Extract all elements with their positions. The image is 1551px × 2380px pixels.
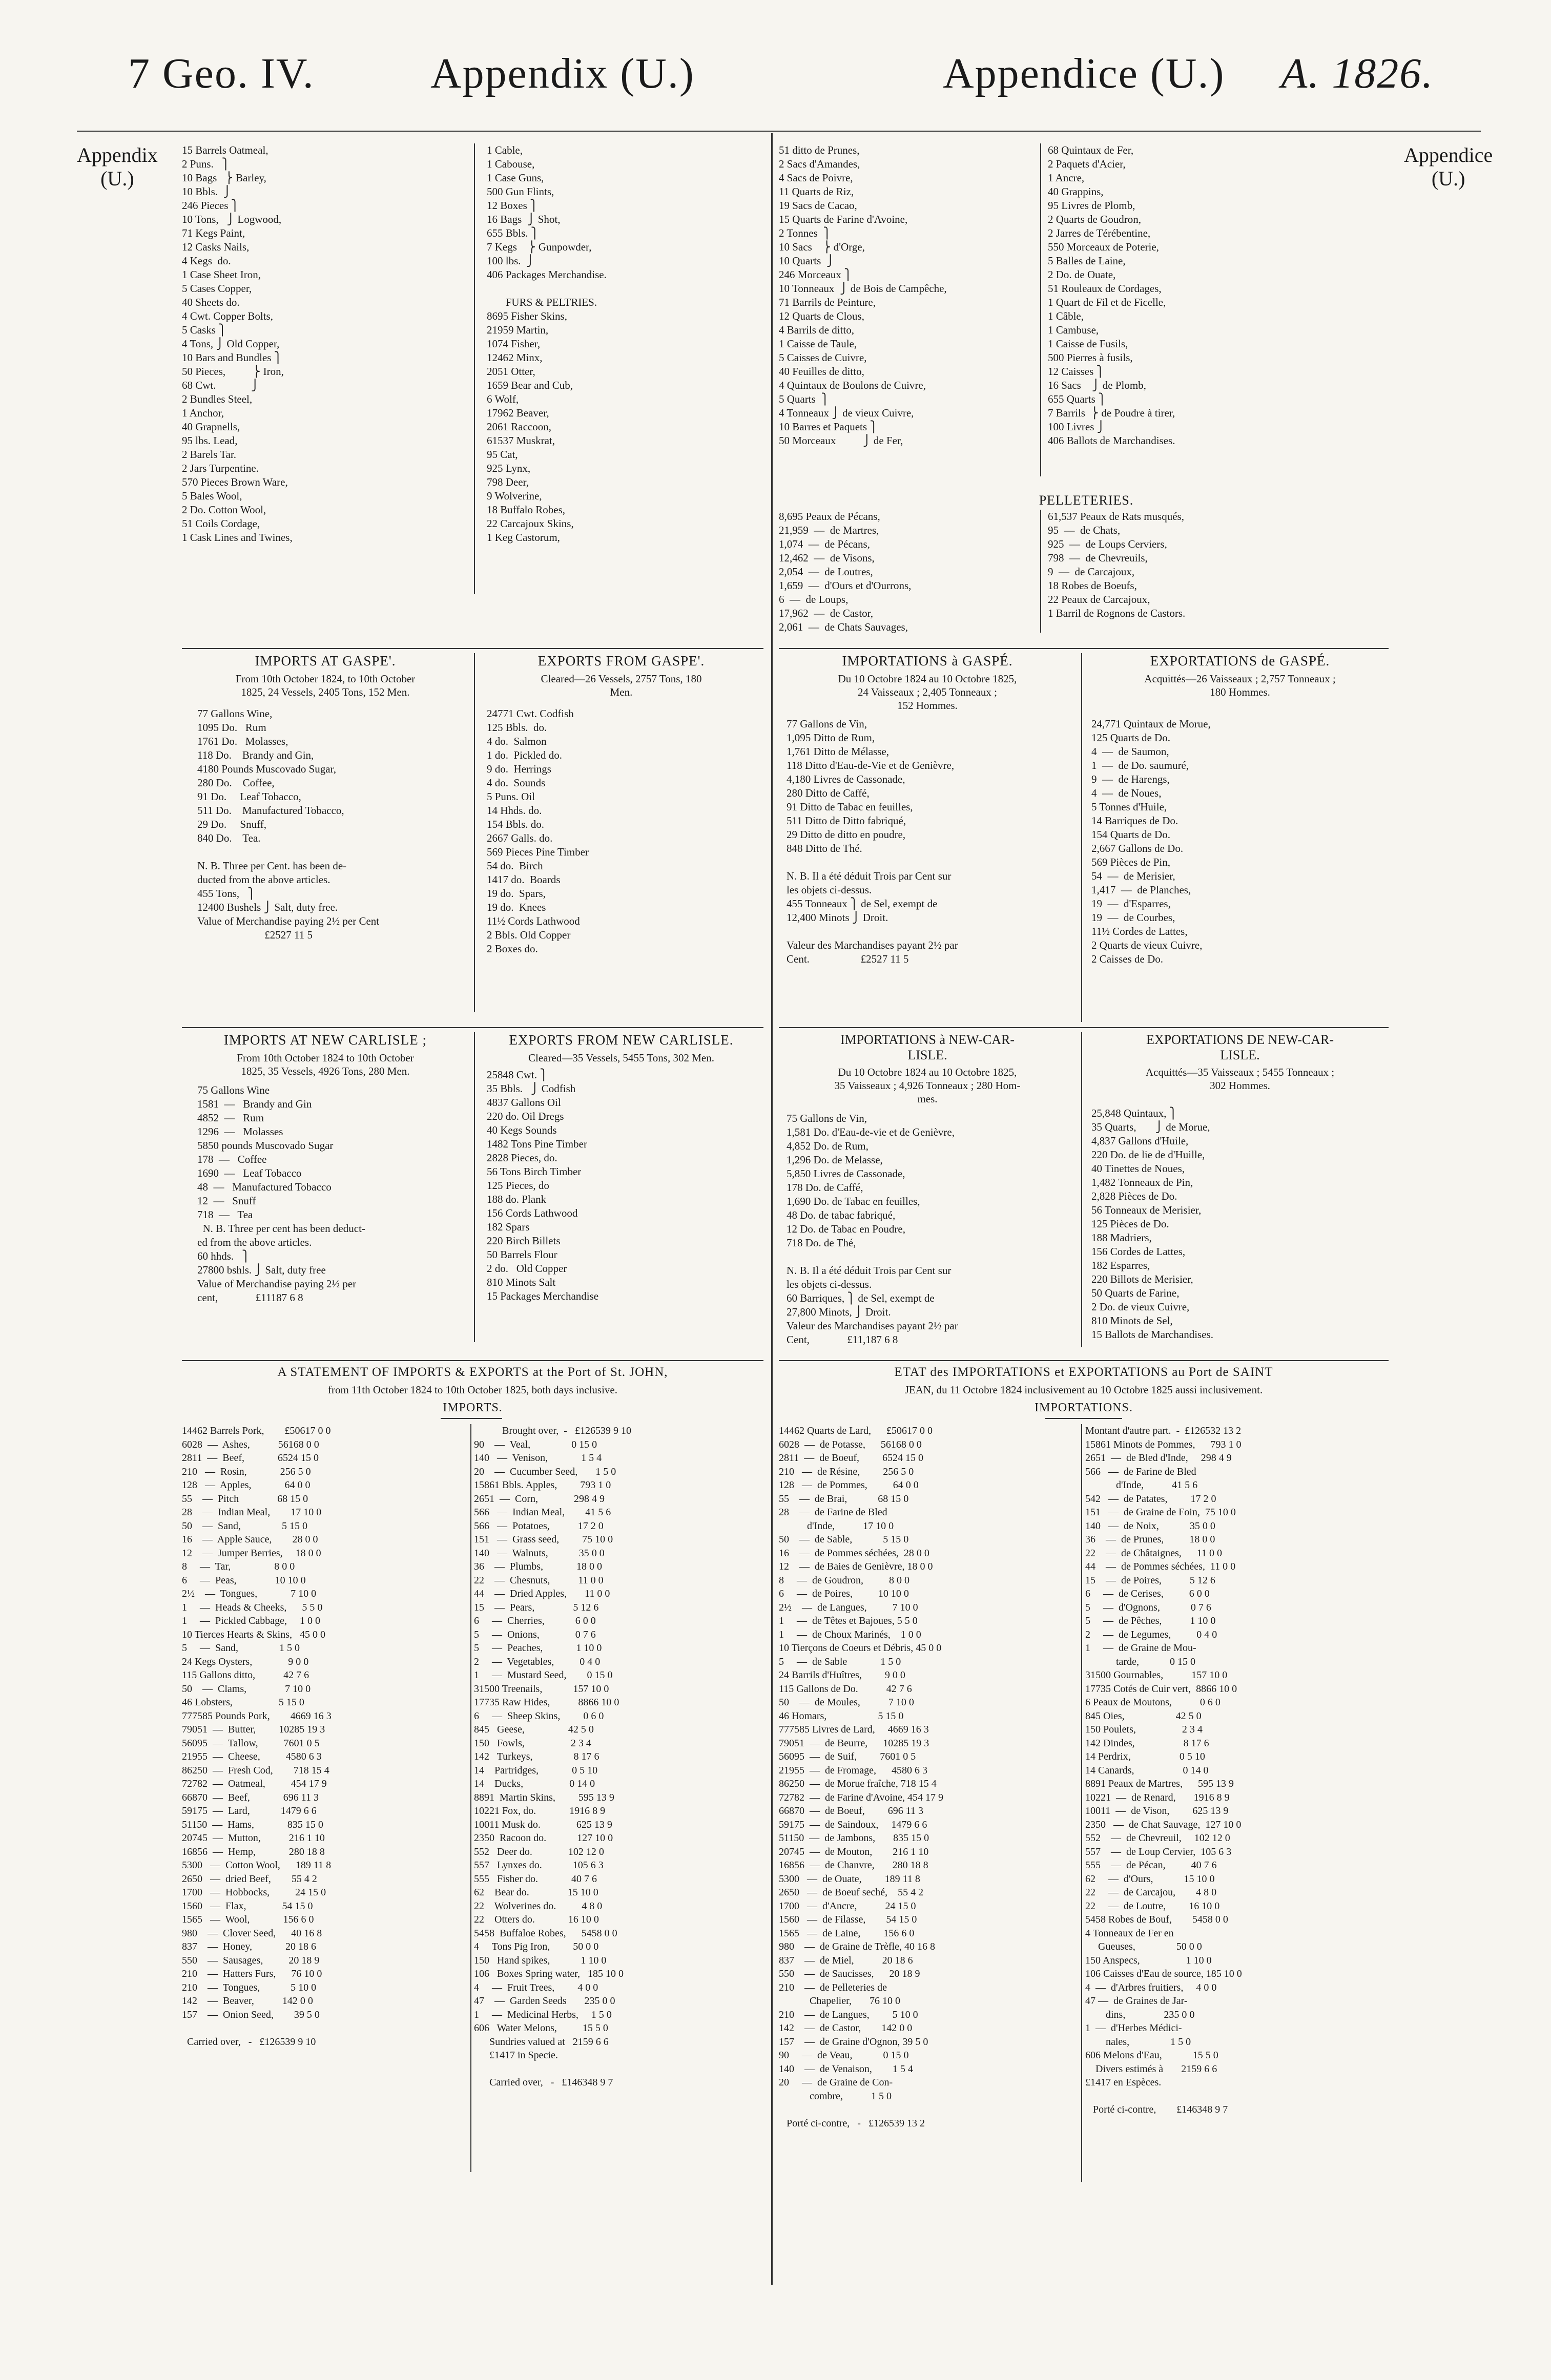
stjohn-en-divider xyxy=(470,1424,471,2172)
stjohn-en-left-list: 14462 Barrels Pork, £50617 0 0 6028 — Ashes, 56168 0 0 2811 — Beef, 6524 15 0 210 — Rosin, 256 5 0 128 — Apples, 64 0 0 55 — Pitch 68 15 0 28 — Indian Meal, 17 10 0 50 — Sand, 5 15 0 16 — Apple Sauce, 28 0 0 12 — Jumper Berries, 18 0 0 8 — Tar, 8 0 0 6 — Peas, 10 10 0 2½ — Tongues, 7 10 0 1 — Heads & Cheeks, 5 5 0 1 — Pickled Cabbage, 1 0 0 10 Tierces Hearts & Skins, 45 0 0 5 — Sand, 1 5 0 24 Kegs Oysters, 9 0 0 115 Gallons ditto, 42 7 6 50 — Clams, 7 10 0 46 Lobsters, 5 15 0 777585 Pounds Pork, 4669 16 3 79051 — Butter, 10285 19 3 56095 — Tallow, 7601 0 5 21955 — Cheese, 4580 6 3 86250 — Fresh Cod, 718 15 4 72782 — Oatmeal, 454 17 9 66870 — Beef, 696 11 3 59175 — Lard, 1479 6 6 51150 — Hams, 835 15 0 20745 — Mutton, 216 1 10 16856 — Hemp, 280 18 8 5300 — Cotton Wool, 189 11 8 2650 — dried Beef, 55 4 2 1700 — Hobbocks, 24 15 0 1560 — Flax, 54 15 0 1565 — Wool, 156 6 0 980 — Clover Seed, 40 16 8 837 — Honey, 20 18 6 550 — Sausages, 20 18 9 210 — Hatters Furs, 76 10 0 210 — Tongues, 5 10 0 142 — Beaver, 142 0 0 157 — Onion Seed, 39 5 0 Carried over, - £126539 9 10 xyxy=(182,1425,332,2048)
stjohn-fr-subtitle: JEAN, du 11 Octobre 1824 inclusivement au 10 Octobre 1825 aussi inclusivement. xyxy=(904,1384,1263,1396)
side-label-right: Appendice (U.) xyxy=(1404,143,1493,190)
gaspe-exports-list: 24771 Cwt. Codfish 125 Bbls. do. 4 do. Salmon 1 do. Pickled do. 9 do. Herrings 4 do. Sounds 5 Puns. Oil 14 Hhds. do. 154 Bbls. do. 2667 Galls. do. 569 Pieces Pine Timber 54 do. Birch 1417 do. Boards 19 do. Spars, 19 do. Knees 11½ Cords Lathwood 2 Bbls. Old Copper 2 Boxes do. xyxy=(487,707,589,955)
gaspe-fr-imports-title: IMPORTATIONS à GASPÉ. xyxy=(842,653,1013,669)
centre-gutter-rule xyxy=(771,133,773,2285)
header-appendix-en: Appendix (U.) xyxy=(430,50,695,97)
carlisle-imports-list: 75 Gallons Wine 1581 — Brandy and Gin 4852 — Rum 1296 — Molasses 5850 pounds Muscovado Sugar 178 — Coffee 1690 — Leaf Tobacco 48 — Manufactured Tobacco 12 — Snuff 718 — Tea N. B. Three per cent has been deduct- ed from the above articles. 60 hhds. ⎫ 27800 bshls. ⎭ Salt, duty free Value of Merchandise paying 2½ per cent, £11187 6 8 xyxy=(197,1084,365,1304)
carlisle-fr-divider xyxy=(1081,1032,1082,1347)
gaspe-exports-title: EXPORTS FROM GASPE'. xyxy=(537,653,705,669)
header-reign: 7 Geo. IV. xyxy=(128,50,315,97)
stjohn-rule-fr xyxy=(779,1360,1389,1361)
fr-pelleteries-title: PELLETERIES. xyxy=(1039,493,1134,508)
fr-pelleteries-left: 8,695 Peaux de Pécans, 21,959 — de Martres, 1,074 — de Pécans, 12,462 — de Visons, 2,054 — de Loutres, 1,659 — d'Ours et d'Ourrons, 6 — de Loups, 17,962 — de Castor, 2,061 — de Chats Sauvages, xyxy=(779,510,912,633)
top-en-goods-list: 15 Barrels Oatmeal, 2 Puns. ⎫ 10 Bags ⎬ Barley, 10 Bbls. ⎭ 246 Pieces ⎫ 10 Tons, ⎭ Logwood, 71 Kegs Paint, 12 Casks Nails, 4 Kegs do. 1 Case Sheet Iron, 5 Cases Copper, 40 Sheets do. 4 Cwt. Copper Bolts, 5 Casks ⎫ 4 Tons, ⎭ Old Copper, 10 Bars and Bundles ⎫ 50 Pieces, ⎬ Iron, 68 Cwt. ⎭ 2 Bundles Steel, 1 Anchor, 40 Grapnells, 95 lbs. Lead, 2 Barels Tar. 2 Jars Turpentine. 570 Pieces Brown Ware, 5 Bales Wool, 2 Do. Cotton Wool, 51 Coils Cordage, 1 Cask Lines and Twines, xyxy=(182,144,293,544)
stjohn-fr-title: ETAT des IMPORTATIONS et EXPORTATIONS au Port de SAINT xyxy=(894,1365,1273,1379)
gaspe-rule-en xyxy=(182,648,763,649)
carlisle-fr-imports-list: 75 Gallons de Vin, 1,581 Do. d'Eau-de-vie et de Genièvre, 4,852 Do. de Rum, 1,296 Do. de Melasse, 5,850 Livres de Cassonade, 178 Do. de Caffé, 1,690 Do. de Tabac en feuilles, 48 Do. de tabac fabriqué, 12 Do. de Tabac en Poudre, 718 Do. de Thé, N. B. Il a été déduit Trois par Cent sur les objets ci-dessus. 60 Barriques, ⎫ de Sel, exempt de 27,800 Minots, ⎭ Droit. Valeur des Marchandises payant 2½ par Cent, £11,187 6 8 xyxy=(787,1112,958,1346)
carlisle-exports-subtitle: Cleared—35 Vessels, 5455 Tons, 302 Men. xyxy=(528,1052,714,1064)
carlisle-fr-imports-subtitle: Du 10 Octobre 1824 au 10 Octobre 1825, 35 Vaisseaux ; 4,926 Tonneaux ; 280 Hom- mes. xyxy=(834,1066,1021,1105)
stjohn-en-title: A STATEMENT OF IMPORTS & EXPORTS at the Port of St. JOHN, xyxy=(277,1365,668,1379)
gaspe-fr-exports-subtitle: Acquittés—26 Vaisseaux ; 2,757 Tonneaux ; 180 Hommes. xyxy=(1144,673,1336,698)
stjohn-fr-left-list: 14462 Quarts de Lard, £50617 0 0 6028 — de Potasse, 56168 0 0 2811 — de Boeuf, 6524 15 0 210 — de Résine, 256 5 0 128 — de Pommes, 64 0 0 55 — de Brai, 68 15 0 28 — de Farine de Bled d'Inde, 17 10 0 50 — de Sable, 5 15 0 16 — de Pommes séchées, 28 0 0 12 — de Baies de Genièvre, 18 0 0 8 — de Goudron, 8 0 0 6 — de Poires, 10 10 0 2½ — de Langues, 7 10 0 1 — de Têtes et Bajoues, 5 5 0 1 — de Choux Marinés, 1 0 0 10 Tierçons de Coeurs et Débris, 45 0 0 5 — de Sable 1 5 0 24 Barrils d'Huîtres, 9 0 0 115 Gallons de Do. 42 7 6 50 — de Moules, 7 10 0 46 Homars, 5 15 0 777585 Livres de Lard, 4669 16 3 79051 — de Beurre, 10285 19 3 56095 — de Suif, 7601 0 5 21955 — de Fromage, 4580 6 3 86250 — de Morue fraîche, 718 15 4 72782 — de Farine d'Avoine, 454 17 9 66870 — de Boeuf, 696 11 3 59175 — de Saindoux, 1479 6 6 51150 — de Jambons, 835 15 0 20745 — de Mouton, 216 1 10 16856 — de Chanvre, 280 18 8 5300 — de Ouate, 189 11 8 2650 — de Boeuf seché, 55 4 2 1700 — d'Ancre, 24 15 0 1560 — de Filasse, 54 15 0 1565 — de Laine, 156 6 0 980 — de Graine de Trèfle, 40 16 8 837 — de Miel, 20 18 6 550 — de Saucisses, 20 18 9 210 — de Pelleteries de Chapelier, 76 10 0 210 — de Langues, 5 10 0 142 — de Castor, 142 0 0 157 — de Graine d'Ognon, 39 5 0 90 — de Veau, 0 15 0 140 — de Venaison, 1 5 4 20 — de Graine de Con- combre, 1 5 0 Porté ci-contre, - £126539 13 2 xyxy=(779,1425,943,2129)
top-en-furs-list: 1 Cable, 1 Cabouse, 1 Case Guns, 500 Gun Flints, 12 Boxes ⎫ 16 Bags ⎭ Shot, 655 Bbls. ⎫ 7 Kegs ⎬ Gunpowder, 100 lbs. ⎭ 406 Packages Merchandise. FURS & PELTRIES. 8695 Fisher Skins, 21959 Martin, 1074 Fisher, 12462 Minx, 2051 Otter, 1659 Bear and Cub, 6 Wolf, 17962 Beaver, 2061 Raccoon, 61537 Muskrat, 95 Cat, 925 Lynx, 798 Deer, 9 Wolverine, 18 Buffalo Robes, 22 Carcajoux Skins, 1 Keg Castorum, xyxy=(487,144,607,544)
gaspe-fr-exports-list: 24,771 Quintaux de Morue, 125 Quarts de Do. 4 — de Saumon, 1 — de Do. saumuré, 9 — de Harengs, 4 — de Noues, 5 Tonnes d'Huile, 14 Barriques de Do. 154 Quarts de Do. 2,667 Gallons de Do. 569 Pièces de Pin, 54 — de Merisier, 1,417 — de Planches, 19 — d'Esparres, 19 — de Courbes, 11½ Cordes de Lattes, 2 Quarts de vieux Cuivre, 2 Caisses de Do. xyxy=(1091,718,1211,965)
stjohn-fr-right-list: Montant d'autre part. - £126532 13 2 15861 Minots de Pommes, 793 1 0 2651 — de Bled d'Inde, 298 4 9 566 — de Farine de Bled d'Inde, 41 5 6 542 — de Patates, 17 2 0 151 — de Graine de Foin, 75 10 0 140 — de Noix, 35 0 0 36 — de Prunes, 18 0 0 22 — de Châtaignes, 11 0 0 44 — de Pommes séchées, 11 0 0 15 — de Poires, 5 12 6 6 — de Cerises, 6 0 0 5 — d'Ognons, 0 7 6 5 — de Pêches, 1 10 0 2 — de Legumes, 0 4 0 1 — de Graine de Mou- tarde, 0 15 0 31500 Gournables, 157 10 0 17735 Cotés de Cuir vert, 8866 10 0 6 Peaux de Moutons, 0 6 0 845 Oies, 42 5 0 150 Poulets, 2 3 4 142 Dindes, 8 17 6 14 Perdrix, 0 5 10 14 Canards, 0 14 0 8891 Peaux de Martres, 595 13 9 10221 — de Renard, 1916 8 9 10011 — de Vison, 625 13 9 2350 — de Chat Sauvage, 127 10 0 552 — de Chevreuil, 102 12 0 557 — de Loup Cervier, 105 6 3 555 — de Pécan, 40 7 6 62 — d'Ours, 15 10 0 22 — de Carcajou, 4 8 0 22 — de Loutre, 16 10 0 5458 Robes de Bouf, 5458 0 0 4 Tonneaux de Fer en Gueuses, 50 0 0 150 Anspecs, 1 10 0 106 Caisses d'Eau de source, 185 10 0 4 — d'Arbres fruitiers, 4 0 0 47 — de Graines de Jar- dins, 235 0 0 1 — d'Herbes Médici- nales, 1 5 0 606 Melons d'Eau, 15 5 0 Divers estimés à 2159 6 6 £1417 en Espèces. Porté ci-contre, £146348 9 7 xyxy=(1085,1425,1242,2115)
side-label-left: Appendix (U.) xyxy=(77,143,158,190)
gaspe-fr-exports-title: EXPORTATIONS de GASPÉ. xyxy=(1150,653,1330,669)
carlisle-exports-title: EXPORTS FROM NEW CARLISLE. xyxy=(509,1032,734,1048)
carlisle-fr-imports-title: IMPORTATIONS à NEW-CAR- LISLE. xyxy=(840,1032,1015,1062)
stjohn-en-imports-heading: IMPORTS. xyxy=(443,1401,503,1414)
carlisle-imports-title: IMPORTS AT NEW CARLISLE ; xyxy=(224,1032,427,1048)
gaspe-fr-divider xyxy=(1081,653,1082,1022)
top-fr-divider xyxy=(1040,143,1041,476)
header-year: A. 1826. xyxy=(1281,50,1434,97)
stjohn-en-right-list: Brought over, - £126539 9 10 90 — Veal, 0 15 0 140 — Venison, 1 5 4 20 — Cucumber Seed, 1 5 0 15861 Bbls. Apples, 793 1 0 2651 — Corn, 298 4 9 566 — Indian Meal, 41 5 6 566 — Potatoes, 17 2 0 151 — Grass seed, 75 10 0 140 — Walnuts, 35 0 0 36 — Plumbs, 18 0 0 22 — Chesnuts, 11 0 0 44 — Dried Apples, 11 0 0 15 — Pears, 5 12 6 6 — Cherries, 6 0 0 5 — Onions, 0 7 6 5 — Peaches, 1 10 0 2 — Vegetables, 0 4 0 1 — Mustard Seed, 0 15 0 31500 Treenails, 157 10 0 17735 Raw Hides, 8866 10 0 6 — Sheep Skins, 0 6 0 845 Geese, 42 5 0 150 Fowls, 2 3 4 142 Turkeys, 8 17 6 14 Partridges, 0 5 10 14 Ducks, 0 14 0 8891 Martin Skins, 595 13 9 10221 Fox, do. 1916 8 9 10011 Musk do. 625 13 9 2350 Racoon do. 127 10 0 552 Deer do. 102 12 0 557 Lynxes do. 105 6 3 555 Fisher do. 40 7 6 62 Bear do. 15 10 0 22 Wolverines do. 4 8 0 22 Otters do. 16 10 0 5458 Buffaloe Robes, 5458 0 0 4 Tons Pig Iron, 50 0 0 150 Hand spikes, 1 10 0 106 Boxes Spring water, 185 10 0 4 — Fruit Trees, 4 0 0 47 — Garden Seeds 235 0 0 1 — Medicinal Herbs, 1 5 0 606 Water Melons, 15 5 0 Sundries valued at 2159 6 6 £1417 in Specie. Carried over, - £146348 9 7 xyxy=(474,1425,631,2088)
stjohn-fr-imports-heading: IMPORTATIONS. xyxy=(1035,1401,1133,1414)
gaspe-fr-imports-list: 77 Gallons de Vin, 1,095 Ditto de Rum, 1,761 Ditto de Mélasse, 118 Ditto d'Eau-de-Vie et de Genièvre, 4,180 Livres de Cassonade, 280 Ditto de Caffé, 91 Ditto de Tabac en feuilles, 511 Ditto de Ditto fabriqué, 29 Ditto de ditto en poudre, 848 Ditto de Thé. N. B. Il a été déduit Trois par Cent sur les objets ci-dessus. 455 Tonneaux ⎫ de Sel, exempt de 12,400 Minots ⎭ Droit. Valeur des Marchandises payant 2½ par Cent. £2527 11 5 xyxy=(787,718,958,965)
fr-pelleteries-divider xyxy=(1040,510,1041,633)
stjohn-fr-heading-rule xyxy=(1045,1418,1122,1419)
stjohn-en-subtitle: from 11th October 1824 to 10th October 1825, both days inclusive. xyxy=(328,1384,617,1396)
top-en-divider xyxy=(474,143,475,594)
carlisle-fr-exports-title: EXPORTATIONS DE NEW-CAR- LISLE. xyxy=(1146,1032,1334,1062)
header-rule xyxy=(77,131,1481,132)
gaspe-rule-fr xyxy=(779,648,1389,649)
top-fr-goods-list: 51 ditto de Prunes, 2 Sacs d'Amandes, 4 Sacs de Poivre, 11 Quarts de Riz, 19 Sacs de Cacao, 15 Quarts de Farine d'Avoine, 2 Tonnes ⎫ 10 Sacs ⎬ d'Orge, 10 Quarts ⎭ 246 Morceaux ⎫ 10 Tonneaux ⎭ de Bois de Campêche, 71 Barrils de Peinture, 12 Quarts de Clous, 4 Barrils de ditto, 1 Caisse de Taule, 5 Caisses de Cuivre, 40 Feuilles de ditto, 4 Quintaux de Boulons de Cuivre, 5 Quarts ⎫ 4 Tonneaux ⎭ de vieux Cuivre, 10 Barres et Paquets ⎫ 50 Morceaux ⎭ de Fer, xyxy=(779,144,947,447)
gaspe-imports-title: IMPORTS AT GASPE'. xyxy=(255,653,396,669)
carlisle-rule-fr xyxy=(779,1027,1389,1028)
header-appendix-fr: Appendice (U.) xyxy=(943,50,1225,97)
carlisle-en-divider xyxy=(474,1032,475,1342)
gaspe-en-divider xyxy=(474,653,475,1012)
gaspe-exports-subtitle: Cleared—26 Vessels, 2757 Tons, 180 Men. xyxy=(541,673,702,698)
carlisle-rule-en xyxy=(182,1027,763,1028)
carlisle-fr-exports-list: 25,848 Quintaux, ⎫ 35 Quarts, ⎭ de Morue, 4,837 Gallons d'Huile, 220 Do. de lie de d'Huille, 40 Tinettes de Noues, 1,482 Tonneaux de Pin, 2,828 Pièces de Do. 56 Tonneaux de Merisier, 125 Pièces de Do. 188 Madriers, 156 Cordes de Lattes, 182 Esparres, 220 Billots de Merisier, 50 Quarts de Farine, 2 Do. de vieux Cuivre, 810 Minots de Sel, 15 Ballots de Marchandises. xyxy=(1091,1107,1213,1341)
gaspe-imports-subtitle: From 10th October 1824, to 10th October 1825, 24 Vessels, 2405 Tons, 152 Men. xyxy=(235,673,416,698)
stjohn-en-heading-rule xyxy=(441,1418,502,1419)
carlisle-exports-list: 25848 Cwt. ⎫ 35 Bbls. ⎭ Codfish 4837 Gallons Oil 220 do. Oil Dregs 40 Kegs Sounds 1482 Tons Pine Timber 2828 Pieces, do. 56 Tons Birch Timber 125 Pieces, do 188 do. Plank 156 Cords Lathwood 182 Spars 220 Birch Billets 50 Barrels Flour 2 do. Old Copper 810 Minots Salt 15 Packages Merchandise xyxy=(487,1069,599,1302)
top-fr-goods-list-2: 68 Quintaux de Fer, 2 Paquets d'Acier, 1 Ancre, 40 Grappins, 95 Livres de Plomb, 2 Quarts de Goudron, 2 Jarres de Térébentine, 550 Morceaux de Poterie, 5 Balles de Laine, 2 Do. de Ouate, 51 Rouleaux de Cordages, 1 Quart de Fil et de Ficelle, 1 Câble, 1 Cambuse, 1 Caisse de Fusils, 500 Pierres à fusils, 12 Caisses ⎫ 16 Sacs ⎭ de Plomb, 655 Quarts ⎫ 7 Barrils ⎬ de Poudre à tirer, 100 Livres ⎭ 406 Ballots de Marchandises. xyxy=(1048,144,1175,447)
stjohn-rule-en xyxy=(182,1360,763,1361)
stjohn-fr-divider xyxy=(1081,1424,1082,2182)
carlisle-fr-exports-subtitle: Acquittés—35 Vaisseaux ; 5455 Tonneaux ; 302 Hommes. xyxy=(1145,1066,1335,1092)
fr-pelleteries-right: 61,537 Peaux de Rats musqués, 95 — de Chats, 925 — de Loups Cerviers, 798 — de Chevreuils, 9 — de Carcajoux, 18 Robes de Boeufs, 22 Peaux de Carcajoux, 1 Barril de Rognons de Castors. xyxy=(1048,510,1186,619)
gaspe-fr-imports-subtitle: Du 10 Octobre 1824 au 10 Octobre 1825, 24 Vaisseaux ; 2,405 Tonneaux ; 152 Hommes. xyxy=(838,673,1017,712)
carlisle-imports-subtitle: From 10th October 1824 to 10th October 1825, 35 Vessels, 4926 Tons, 280 Men. xyxy=(237,1052,414,1077)
gaspe-imports-list: 77 Gallons Wine, 1095 Do. Rum 1761 Do. Molasses, 118 Do. Brandy and Gin, 4180 Pounds Muscovado Sugar, 280 Do. Coffee, 91 Do. Leaf Tobacco, 511 Do. Manufactured Tobacco, 29 Do. Snuff, 840 Do. Tea. N. B. Three per Cent. has been de- ducted from the above articles. 455 Tons, ⎫ 12400 Bushels ⎭ Salt, duty free. Value of Merchandise paying 2½ per Cent £2527 11 5 xyxy=(197,707,380,941)
